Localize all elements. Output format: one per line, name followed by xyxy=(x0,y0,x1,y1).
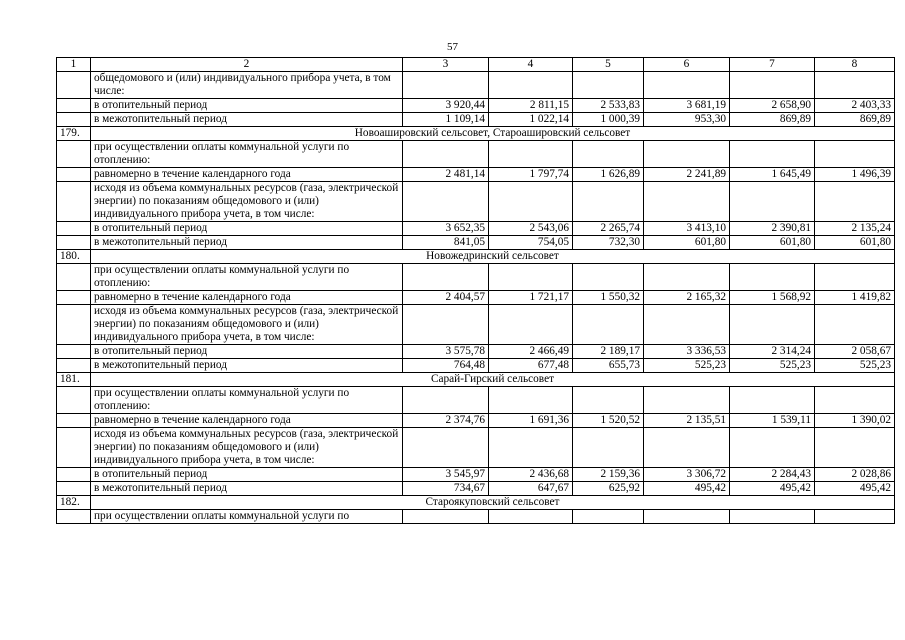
value-cell: 495,42 xyxy=(644,482,730,496)
row-label: в отопительный период xyxy=(91,345,403,359)
value-cell: 525,23 xyxy=(815,359,895,373)
value-cell: 1 645,49 xyxy=(730,168,815,182)
value-cell: 2 811,15 xyxy=(489,99,573,113)
section-title: Новоаширoвский сельсовет, Староаширoвский сельсовет xyxy=(91,127,895,141)
section-row xyxy=(57,496,895,510)
value-cell: 495,42 xyxy=(730,482,815,496)
value-cell: 3 545,97 xyxy=(403,468,489,482)
value-cell: 2 374,76 xyxy=(403,414,489,428)
value-cell xyxy=(573,182,644,222)
value-cell xyxy=(644,141,730,168)
value-cell xyxy=(644,264,730,291)
row-number-cell xyxy=(57,141,91,168)
value-cell xyxy=(403,387,489,414)
value-cell xyxy=(573,510,644,524)
row-number-cell xyxy=(57,113,91,127)
row-number-cell xyxy=(57,168,91,182)
value-cell: 2 533,83 xyxy=(573,99,644,113)
value-cell: 3 652,35 xyxy=(403,222,489,236)
table-row xyxy=(57,468,895,482)
row-label: в отопительный период xyxy=(91,99,403,113)
value-cell: 869,89 xyxy=(815,113,895,127)
row-label: в межотопительный период xyxy=(91,113,403,127)
value-cell xyxy=(573,72,644,99)
column-header-row xyxy=(57,58,895,72)
value-cell xyxy=(644,305,730,345)
value-cell xyxy=(403,141,489,168)
table-row xyxy=(57,387,895,414)
value-cell xyxy=(815,182,895,222)
value-cell: 655,73 xyxy=(573,359,644,373)
value-cell: 841,05 xyxy=(403,236,489,250)
value-cell xyxy=(489,305,573,345)
value-cell: 2 159,36 xyxy=(573,468,644,482)
value-cell: 601,80 xyxy=(644,236,730,250)
value-cell: 1 626,89 xyxy=(573,168,644,182)
value-cell xyxy=(489,428,573,468)
row-label: в межотопительный период xyxy=(91,236,403,250)
value-cell: 2 241,89 xyxy=(644,168,730,182)
value-cell xyxy=(573,428,644,468)
section-title: Новожедринский сельсовет xyxy=(91,250,895,264)
value-cell: 754,05 xyxy=(489,236,573,250)
table-row xyxy=(57,359,895,373)
column-header: 6 xyxy=(644,58,730,72)
value-cell xyxy=(644,387,730,414)
row-label: общедомового и (или) индивидуального прибора учета, в том числе: xyxy=(91,72,403,99)
section-number: 179. xyxy=(57,127,91,141)
row-label: исходя из объема коммунальных ресурсов (газа, электрической энергии) по показаниям общедомового и (или) индивидуального прибора учета, в том числе: xyxy=(91,182,403,222)
value-cell xyxy=(815,305,895,345)
row-label: исходя из объема коммунальных ресурсов (газа, электрической энергии) по показаниям общедомового и (или) индивидуального прибора учета, в том числе: xyxy=(91,428,403,468)
value-cell: 601,80 xyxy=(730,236,815,250)
row-label: в отопительный период xyxy=(91,222,403,236)
table-row xyxy=(57,291,895,305)
value-cell: 2 481,14 xyxy=(403,168,489,182)
section-title: Сарай-Гирский сельсовет xyxy=(91,373,895,387)
row-number-cell xyxy=(57,236,91,250)
section-row xyxy=(57,127,895,141)
value-cell: 525,23 xyxy=(730,359,815,373)
value-cell xyxy=(730,72,815,99)
value-cell xyxy=(730,141,815,168)
row-number-cell xyxy=(57,291,91,305)
value-cell: 3 306,72 xyxy=(644,468,730,482)
table-row xyxy=(57,222,895,236)
row-number-cell xyxy=(57,72,91,99)
section-number: 180. xyxy=(57,250,91,264)
table-row xyxy=(57,264,895,291)
value-cell: 2 135,24 xyxy=(815,222,895,236)
row-number-cell xyxy=(57,428,91,468)
value-cell xyxy=(403,305,489,345)
table-row xyxy=(57,141,895,168)
value-cell: 1 022,14 xyxy=(489,113,573,127)
table-row xyxy=(57,482,895,496)
value-cell xyxy=(815,264,895,291)
value-cell: 1 539,11 xyxy=(730,414,815,428)
value-cell xyxy=(573,264,644,291)
value-cell xyxy=(489,182,573,222)
table-row xyxy=(57,428,895,468)
value-cell: 764,48 xyxy=(403,359,489,373)
table-row xyxy=(57,72,895,99)
table-row xyxy=(57,414,895,428)
table-row xyxy=(57,168,895,182)
row-label: в межотопительный период xyxy=(91,359,403,373)
value-cell xyxy=(489,387,573,414)
value-cell xyxy=(403,510,489,524)
value-cell: 647,67 xyxy=(489,482,573,496)
row-label: равномерно в течение календарного года xyxy=(91,414,403,428)
value-cell: 1 109,14 xyxy=(403,113,489,127)
value-cell xyxy=(730,387,815,414)
row-number-cell xyxy=(57,510,91,524)
value-cell: 869,89 xyxy=(730,113,815,127)
section-number: 181. xyxy=(57,373,91,387)
value-cell: 1 520,52 xyxy=(573,414,644,428)
value-cell xyxy=(489,510,573,524)
value-cell xyxy=(730,305,815,345)
row-number-cell xyxy=(57,414,91,428)
value-cell xyxy=(644,428,730,468)
column-header: 4 xyxy=(489,58,573,72)
value-cell xyxy=(403,428,489,468)
table-row xyxy=(57,99,895,113)
value-cell: 601,80 xyxy=(815,236,895,250)
column-header: 3 xyxy=(403,58,489,72)
value-cell: 3 681,19 xyxy=(644,99,730,113)
value-cell: 3 413,10 xyxy=(644,222,730,236)
row-label: исходя из объема коммунальных ресурсов (газа, электрической энергии) по показаниям общедомового и (или) индивидуального прибора учета, в том числе: xyxy=(91,305,403,345)
value-cell: 1 550,32 xyxy=(573,291,644,305)
value-cell: 1 797,74 xyxy=(489,168,573,182)
page-number: 57 xyxy=(447,41,458,53)
row-number-cell xyxy=(57,305,91,345)
row-label: равномерно в течение календарного года xyxy=(91,291,403,305)
row-number-cell xyxy=(57,482,91,496)
value-cell: 495,42 xyxy=(815,482,895,496)
section-number: 182. xyxy=(57,496,91,510)
row-label: в отопительный период xyxy=(91,468,403,482)
value-cell: 2 058,67 xyxy=(815,345,895,359)
value-cell: 2 165,32 xyxy=(644,291,730,305)
value-cell xyxy=(403,72,489,99)
value-cell: 1 390,02 xyxy=(815,414,895,428)
column-header: 1 xyxy=(57,58,91,72)
value-cell: 2 404,57 xyxy=(403,291,489,305)
row-number-cell xyxy=(57,222,91,236)
column-header: 8 xyxy=(815,58,895,72)
value-cell: 2 466,49 xyxy=(489,345,573,359)
value-cell xyxy=(644,182,730,222)
tariff-table xyxy=(56,57,895,524)
row-label: в межотопительный период xyxy=(91,482,403,496)
column-header: 2 xyxy=(91,58,403,72)
row-number-cell xyxy=(57,387,91,414)
table-row xyxy=(57,510,895,524)
row-number-cell xyxy=(57,468,91,482)
row-label: при осуществлении оплаты коммунальной услуги по отоплению: xyxy=(91,387,403,414)
row-number-cell xyxy=(57,264,91,291)
value-cell: 1 691,36 xyxy=(489,414,573,428)
value-cell: 2 390,81 xyxy=(730,222,815,236)
value-cell: 3 336,53 xyxy=(644,345,730,359)
value-cell: 1 000,39 xyxy=(573,113,644,127)
value-cell xyxy=(815,428,895,468)
value-cell xyxy=(815,510,895,524)
value-cell: 2 265,74 xyxy=(573,222,644,236)
value-cell xyxy=(644,510,730,524)
value-cell: 1 496,39 xyxy=(815,168,895,182)
value-cell xyxy=(489,72,573,99)
value-cell: 2 658,90 xyxy=(730,99,815,113)
row-number-cell xyxy=(57,345,91,359)
value-cell: 3 575,78 xyxy=(403,345,489,359)
value-cell: 1 568,92 xyxy=(730,291,815,305)
value-cell xyxy=(644,72,730,99)
row-label: при осуществлении оплаты коммунальной услуги по отоплению: xyxy=(91,141,403,168)
value-cell: 2 135,51 xyxy=(644,414,730,428)
value-cell: 734,67 xyxy=(403,482,489,496)
value-cell: 677,48 xyxy=(489,359,573,373)
table-row xyxy=(57,113,895,127)
value-cell xyxy=(815,72,895,99)
table-row xyxy=(57,345,895,359)
value-cell: 2 028,86 xyxy=(815,468,895,482)
value-cell xyxy=(489,264,573,291)
table-row xyxy=(57,182,895,222)
value-cell: 2 314,24 xyxy=(730,345,815,359)
row-label: при осуществлении оплаты коммунальной услуги по отоплению: xyxy=(91,264,403,291)
value-cell xyxy=(730,510,815,524)
table-body xyxy=(57,58,895,524)
row-number-cell xyxy=(57,359,91,373)
row-number-cell xyxy=(57,182,91,222)
value-cell: 953,30 xyxy=(644,113,730,127)
value-cell xyxy=(730,264,815,291)
column-header: 7 xyxy=(730,58,815,72)
row-number-cell xyxy=(57,99,91,113)
value-cell xyxy=(489,141,573,168)
value-cell: 525,23 xyxy=(644,359,730,373)
value-cell xyxy=(573,141,644,168)
value-cell: 2 543,06 xyxy=(489,222,573,236)
value-cell xyxy=(573,387,644,414)
value-cell: 2 189,17 xyxy=(573,345,644,359)
value-cell: 2 436,68 xyxy=(489,468,573,482)
value-cell: 2 284,43 xyxy=(730,468,815,482)
section-row xyxy=(57,373,895,387)
table-row xyxy=(57,236,895,250)
table-row xyxy=(57,305,895,345)
value-cell xyxy=(403,264,489,291)
value-cell xyxy=(573,305,644,345)
value-cell xyxy=(730,182,815,222)
value-cell xyxy=(815,387,895,414)
row-label: равномерно в течение календарного года xyxy=(91,168,403,182)
value-cell xyxy=(815,141,895,168)
value-cell: 625,92 xyxy=(573,482,644,496)
value-cell xyxy=(730,428,815,468)
row-label: при осуществлении оплаты коммунальной услуги по xyxy=(91,510,403,524)
value-cell: 3 920,44 xyxy=(403,99,489,113)
value-cell xyxy=(403,182,489,222)
value-cell: 732,30 xyxy=(573,236,644,250)
column-header: 5 xyxy=(573,58,644,72)
value-cell: 1 721,17 xyxy=(489,291,573,305)
section-title: Староякуповский сельсовет xyxy=(91,496,895,510)
value-cell: 1 419,82 xyxy=(815,291,895,305)
section-row xyxy=(57,250,895,264)
value-cell: 2 403,33 xyxy=(815,99,895,113)
